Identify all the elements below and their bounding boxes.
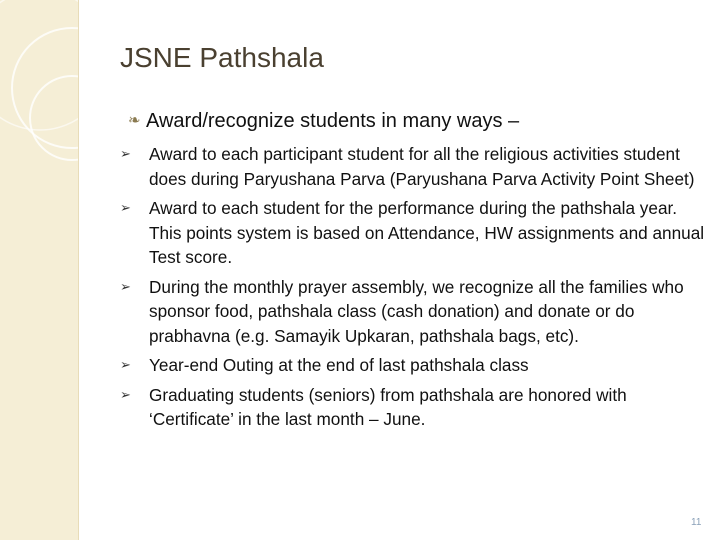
arrow-bullet-icon: ➢ (120, 357, 131, 372)
arrow-bullet-icon: ➢ (120, 278, 131, 294)
list-item-text: Graduating students (seniors) from pathshala are honored with ‘Certificate’ in the last month – June. (149, 384, 627, 429)
decorative-circles (0, 0, 79, 540)
section-heading (128, 110, 519, 133)
bullet-list (120, 142, 710, 437)
list-item-text: During the monthly prayer assembly, we recognize all the families who sponsor food, pathshala class (cash donation) and donate or do prabhavna (e.g. Samayik Upkaran, pathshala bags, etc). (149, 276, 684, 346)
list-item-text: Award to each participant student for all the religious activities student does during Paryushana Parva (Paryushana Parva Activity Point Sheet) (149, 144, 695, 189)
list-item (120, 275, 710, 349)
arrow-bullet-icon: ➢ (120, 146, 131, 161)
section-heading-text: Award/recognize students in many ways – (146, 110, 520, 132)
page-number: 11 (691, 517, 702, 528)
arrow-bullet-icon: ➢ (120, 386, 131, 402)
list-item-text: Year-end Outing at the end of last pathshala class (149, 355, 529, 375)
decorative-side-band (0, 0, 79, 540)
list-item (120, 142, 710, 191)
list-item-text: Award to each student for the performance during the pathshala year. This points system is based on Attendance, HW assignments and annual Test score. (149, 198, 705, 267)
slide-title: JSNE Pathshala (120, 42, 324, 73)
ornament-bullet-icon: ❧ (128, 112, 141, 129)
arrow-bullet-icon: ➢ (120, 200, 131, 215)
list-item (120, 383, 710, 432)
list-item (120, 353, 710, 378)
list-item (120, 196, 710, 270)
